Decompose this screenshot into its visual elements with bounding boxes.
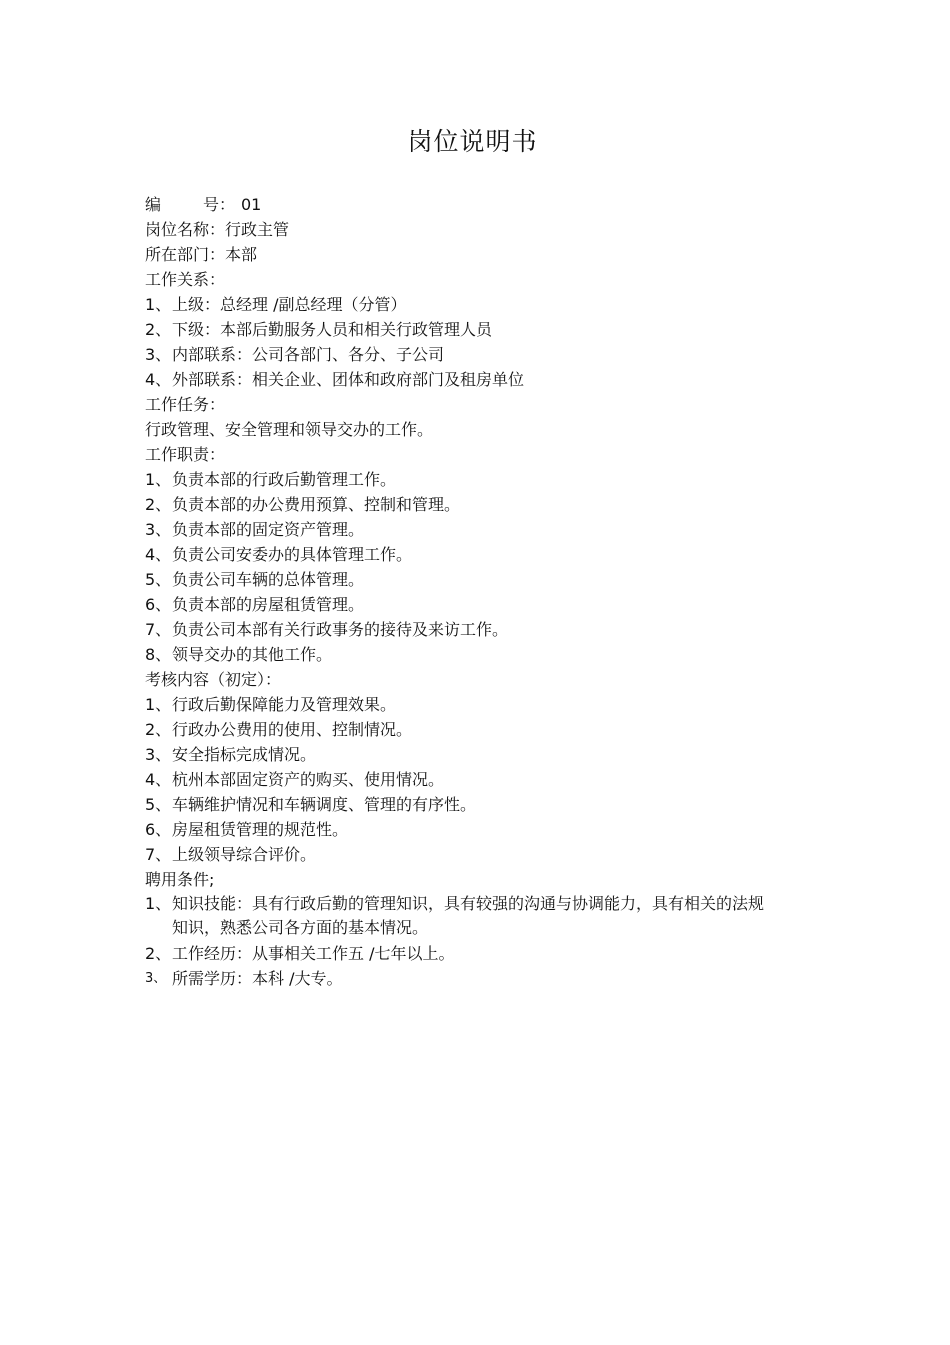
list-item: 2、 下级：本部后勤服务人员和相关行政管理人员 <box>145 320 493 339</box>
section-heading-duties: 工作职责： <box>145 445 226 464</box>
section-heading-tasks: 工作任务： <box>145 395 226 414</box>
list-item: 3、 内部联系：公司各部门、各分、子公司 <box>145 345 445 364</box>
document-body <box>145 192 785 991</box>
list-item: 4、 杭州本部固定资产的购买、使用情况。 <box>145 770 445 789</box>
tasks-text: 行政管理、安全管理和领导交办的工作。 <box>145 420 434 439</box>
list-item: 2、 行政办公费用的使用、控制情况。 <box>145 720 413 739</box>
list-item: 1、 上级：总经理 /副总经理（分管） <box>145 295 407 314</box>
list-item: 1、 负责本部的行政后勤管理工作。 <box>145 470 397 489</box>
field-position <box>145 217 785 242</box>
list-item: 7、 上级领导综合评价。 <box>145 845 317 864</box>
list-item: 7、 负责公司本部有关行政事务的接待及来访工作。 <box>145 620 509 639</box>
list-item: 1、 行政后勤保障能力及管理效果。 <box>145 695 397 714</box>
section-heading-assessment: 考核内容（初定）： <box>145 670 282 689</box>
list-item: 1、 知识技能：具有行政后勤的管理知识，具有较强的沟通与协调能力，具有相关的法规知识，熟悉公司各方面的基本情况。 <box>145 894 765 937</box>
list-item: 3、 所需学历：本科 /大专。 <box>145 969 343 988</box>
field-department-value: 本部 <box>225 245 258 264</box>
section-heading-conditions: 聘用条件; <box>145 870 215 889</box>
list-item: 5、 车辆维护情况和车辆调度、管理的有序性。 <box>145 795 477 814</box>
field-department-label: 所在部门： <box>145 245 226 264</box>
field-position-label: 岗位名称： <box>145 220 226 239</box>
field-position-value: 行政主管 <box>225 220 290 239</box>
list-item: 4、 负责公司安委办的具体管理工作。 <box>145 545 413 564</box>
list-item: 3、 安全指标完成情况。 <box>145 745 317 764</box>
list-item: 6、 房屋租赁管理的规范性。 <box>145 820 349 839</box>
list-item: 6、 负责本部的房屋租赁管理。 <box>145 595 365 614</box>
list-item: 4、 外部联系：相关企业、团体和政府部门及租房单位 <box>145 370 525 389</box>
field-number <box>145 192 785 217</box>
list-item: 2、 负责本部的办公费用预算、控制和管理。 <box>145 495 461 514</box>
field-department <box>145 242 785 267</box>
list-item: 8、 领导交办的其他工作。 <box>145 645 333 664</box>
section-heading-relations: 工作关系： <box>145 270 226 289</box>
list-item: 5、 负责公司车辆的总体管理。 <box>145 570 365 589</box>
list-item: 2、 工作经历：从事相关工作五 /七年以上。 <box>145 944 455 963</box>
field-number-label: 编 号： <box>145 195 236 214</box>
document-title: 岗位说明书 <box>407 127 538 156</box>
list-item: 3、 负责本部的固定资产管理。 <box>145 520 365 539</box>
field-number-value: 01 <box>241 195 262 214</box>
